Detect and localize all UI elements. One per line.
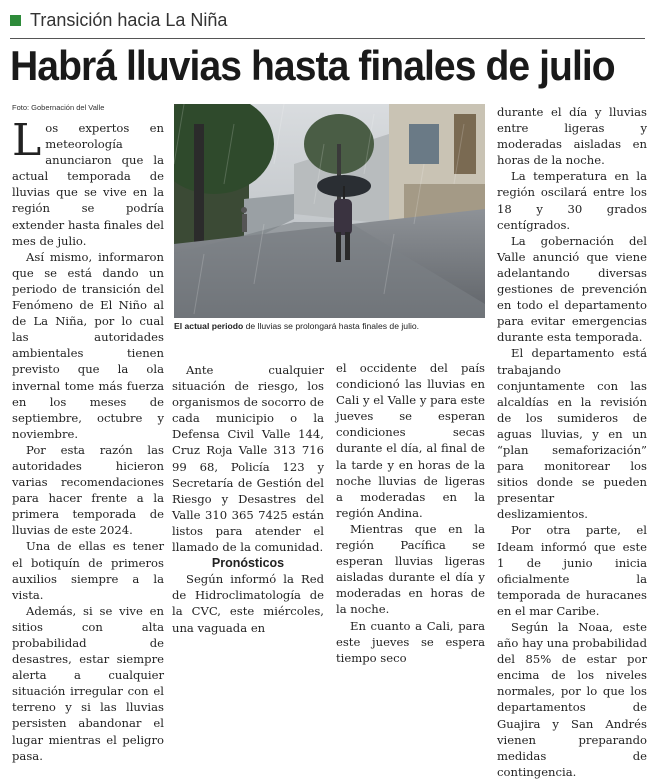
paragraph: Una de ellas es tener el botiquín de primeros auxilios siempre a la vista. (12, 539, 164, 602)
drop-cap: L (12, 115, 42, 166)
paragraph: La gobernación del Valle anunció que viene adelantando diversas gestiones de prevención en todo el departamento para evitar emergencias durante esta temporada. (497, 233, 647, 345)
header-rule (10, 38, 645, 39)
paragraph: el occidente del país condicionó las lluvias en Cali y el Valle y para este jueves se esperan condiciones secas durante el día, al final de la tarde y en horas de la noche lluvias de ligeras a moderadas en la región Andina. (336, 361, 485, 520)
paragraph: Según la Noaa, este año hay una probabilidad del 85% de estar por encima de los niveles normales, por lo que los departamentos de Guajira y San Andrés vienen preparando medidas de contingencia. (497, 620, 647, 779)
article-column-4 (497, 104, 647, 780)
paragraph: Ante cualquier situación de riesgo, los organismos de socorro de cada municipio o la Defensa Civil Valle 144, Cruz Roja Valle 313 716 99 68, Policía 123 y Secretaría de Gestión del Riesgo y Desastres del Valle 310 365 7425 están listos para atender el llamado de la comunidad. (172, 363, 324, 555)
section-subhead: Pronósticos (211, 556, 285, 571)
article-column-1 (12, 115, 164, 764)
paragraph: El departamento está trabajando conjuntamente con las alcaldías en la revisión de los sumideros de aguas lluvias, y en un “plan semaforización” para monitorear los sitios donde se pueden presentar deslizamientos. (497, 346, 647, 522)
paragraph: Por otra parte, el Ideam informó que este 1 de junio inicia oficialmente la temporada de huracanes en el mar Caribe. (497, 523, 647, 618)
kicker-square-icon (10, 15, 21, 26)
paragraph: Por esta razón las autoridades hicieron varias recomendaciones para hacer frente a la primera temporada de lluvias de este 2024. (12, 442, 164, 538)
paragraph: Así mismo, informaron que se está dando un periodo de transición del Fenómeno de El Niño al de La Niña, por lo cual las autoridades ambientales tienen previsto que la ola invernal tome más fuerza en los meses de septiembre, octubre y noviembre. (12, 249, 164, 441)
article-column-3 (336, 360, 485, 666)
article-column-2 (172, 362, 324, 636)
photo-credit: Foto: Gobernación del Valle (12, 103, 105, 112)
photo-illustration (174, 104, 485, 318)
kicker-text: Transición hacia La Niña (30, 9, 228, 30)
paragraph: Según informó la Red de Hidroclimatología de la CVC, este miércoles, una vaguada en (172, 572, 324, 635)
paragraph: durante el día y lluvias entre ligeras y moderadas aisladas en horas de la noche. (497, 105, 647, 168)
paragraph: Además, si se vive en sitios con alta probabilidad de desastres, estar siempre alerta a cualquier situación irregular con el terreno y si las lluvias persisten abandonar el lugar mientras el peligro pasa. (12, 603, 164, 763)
street-rain-photo (174, 104, 485, 318)
paragraph: La temperatura en la región oscilará entre los 18 y 30 grados centígrados. (497, 169, 647, 232)
paragraph: En cuanto a Cali, para este jueves se espera tiempo seco (336, 618, 485, 665)
headline: Habrá lluvias hasta finales de julio (10, 42, 615, 89)
paragraph: Mientras que en la región Pacífica se esperan lluvias ligeras aisladas durante el día y moderadas en horas de la noche. (336, 521, 485, 617)
photo-caption: El actual periodo de lluvias se prolongará hasta finales de julio. (174, 321, 420, 331)
section-kicker (10, 9, 227, 31)
paragraph: Los expertos en meteorología anunciaron que la actual temporada de lluvias que se vive en la región se podría extender hasta finales del mes de julio. (12, 115, 164, 248)
